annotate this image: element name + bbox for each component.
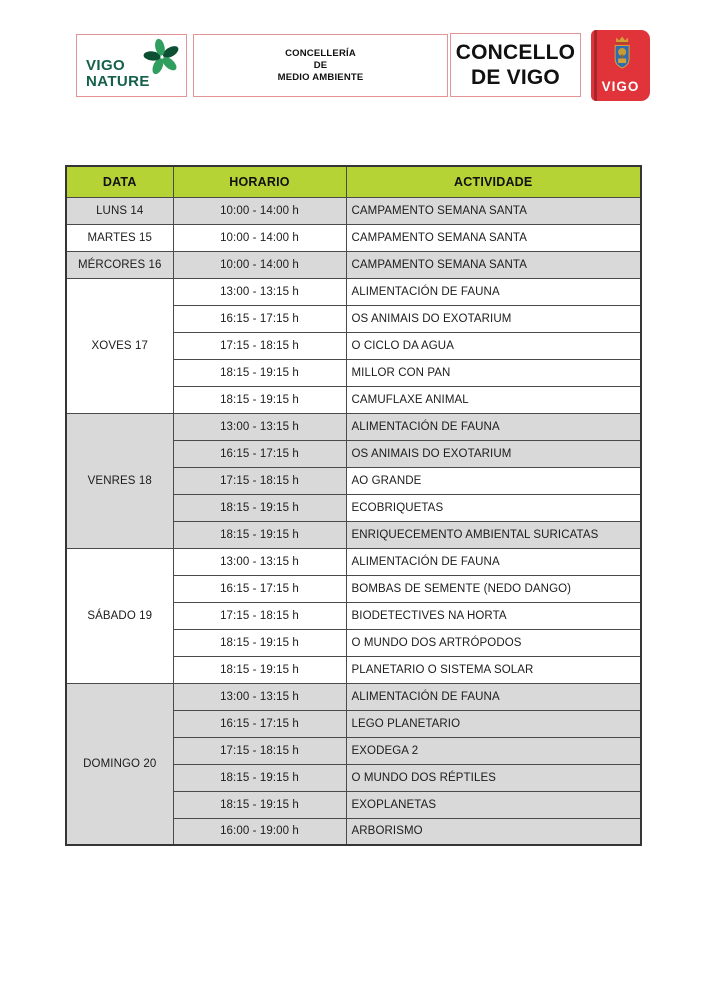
activity-cell: ALIMENTACIÓN DE FAUNA: [346, 278, 641, 305]
time-cell: 17:15 - 18:15 h: [173, 332, 346, 359]
activity-cell: ALIMENTACIÓN DE FAUNA: [346, 548, 641, 575]
activity-cell: AO GRANDE: [346, 467, 641, 494]
activity-cell: BIODETECTIVES NA HORTA: [346, 602, 641, 629]
table-row: [66, 251, 641, 278]
activity-cell: ALIMENTACIÓN DE FAUNA: [346, 683, 641, 710]
concelleria-line2: DE: [313, 59, 328, 71]
activity-cell: LEGO PLANETARIO: [346, 710, 641, 737]
table-row: [66, 224, 641, 251]
time-cell: 13:00 - 13:15 h: [173, 548, 346, 575]
date-cell: XOVES 17: [66, 278, 173, 413]
time-cell: 18:15 - 19:15 h: [173, 629, 346, 656]
time-cell: 13:00 - 13:15 h: [173, 683, 346, 710]
time-cell: 16:15 - 17:15 h: [173, 710, 346, 737]
schedule-table: [65, 165, 642, 846]
time-cell: 17:15 - 18:15 h: [173, 737, 346, 764]
time-cell: 18:15 - 19:15 h: [173, 359, 346, 386]
date-cell: MARTES 15: [66, 224, 173, 251]
time-cell: 18:15 - 19:15 h: [173, 656, 346, 683]
time-cell: 13:00 - 13:15 h: [173, 278, 346, 305]
table-row: [66, 413, 641, 440]
crest-label: VIGO: [601, 79, 640, 94]
time-cell: 16:15 - 17:15 h: [173, 305, 346, 332]
activity-cell: PLANETARIO O SISTEMA SOLAR: [346, 656, 641, 683]
vigo-nature-line2: NATURE: [86, 73, 150, 90]
activity-cell: CAMUFLAXE ANIMAL: [346, 386, 641, 413]
activity-cell: ALIMENTACIÓN DE FAUNA: [346, 413, 641, 440]
time-cell: 17:15 - 18:15 h: [173, 467, 346, 494]
activity-cell: ECOBRIQUETAS: [346, 494, 641, 521]
time-cell: 16:15 - 17:15 h: [173, 440, 346, 467]
column-header-data: DATA: [66, 166, 173, 197]
table-row: [66, 548, 641, 575]
table-header-row: [66, 166, 641, 197]
activity-cell: MILLOR CON PAN: [346, 359, 641, 386]
time-cell: 18:15 - 19:15 h: [173, 386, 346, 413]
time-cell: 16:15 - 17:15 h: [173, 575, 346, 602]
activity-cell: BOMBAS DE SEMENTE (NEDO DANGO): [346, 575, 641, 602]
date-cell: SÁBADO 19: [66, 548, 173, 683]
table-row: [66, 278, 641, 305]
activity-cell: O MUNDO DOS ARTRÓPODOS: [346, 629, 641, 656]
vigo-coat-of-arms-icon: [608, 35, 636, 73]
schedule-body: [66, 197, 641, 845]
time-cell: 10:00 - 14:00 h: [173, 251, 346, 278]
time-cell: 13:00 - 13:15 h: [173, 413, 346, 440]
activity-cell: ENRIQUECEMENTO AMBIENTAL SURICATAS: [346, 521, 641, 548]
time-cell: 16:00 - 19:00 h: [173, 818, 346, 845]
date-cell: VENRES 18: [66, 413, 173, 548]
concello-de-vigo-box: [450, 33, 581, 97]
activity-cell: CAMPAMENTO SEMANA SANTA: [346, 251, 641, 278]
schedule-table-container: [65, 165, 642, 846]
concello-line1: CONCELLO: [455, 41, 576, 64]
time-cell: 18:15 - 19:15 h: [173, 521, 346, 548]
vigo-nature-line1: VIGO: [86, 57, 126, 74]
time-cell: 18:15 - 19:15 h: [173, 764, 346, 791]
concelleria-line1: CONCELLERÍA: [285, 47, 356, 59]
vigo-crest-logo: [591, 30, 650, 101]
activity-cell: O CICLO DA AGUA: [346, 332, 641, 359]
date-cell: LUNS 14: [66, 197, 173, 224]
table-row: [66, 197, 641, 224]
vigo-nature-logo: [76, 34, 187, 97]
activity-cell: OS ANIMAIS DO EXOTARIUM: [346, 305, 641, 332]
date-cell: DOMINGO 20: [66, 683, 173, 845]
activity-cell: CAMPAMENTO SEMANA SANTA: [346, 224, 641, 251]
activity-cell: OS ANIMAIS DO EXOTARIUM: [346, 440, 641, 467]
table-row: [66, 683, 641, 710]
vigo-nature-wordmark: [86, 58, 150, 90]
time-cell: 18:15 - 19:15 h: [173, 791, 346, 818]
time-cell: 17:15 - 18:15 h: [173, 602, 346, 629]
date-cell: MÉRCORES 16: [66, 251, 173, 278]
concelleria-box: [193, 34, 448, 97]
concello-line2: DE VIGO: [471, 66, 560, 89]
activity-cell: CAMPAMENTO SEMANA SANTA: [346, 197, 641, 224]
activity-cell: ARBORISMO: [346, 818, 641, 845]
time-cell: 10:00 - 14:00 h: [173, 197, 346, 224]
time-cell: 18:15 - 19:15 h: [173, 494, 346, 521]
column-header-horario: HORARIO: [173, 166, 346, 197]
activity-cell: EXODEGA 2: [346, 737, 641, 764]
concelleria-line3: MEDIO AMBIENTE: [277, 71, 364, 83]
time-cell: 10:00 - 14:00 h: [173, 224, 346, 251]
column-header-actividade: ACTIVIDADE: [346, 166, 641, 197]
activity-cell: O MUNDO DOS RÉPTILES: [346, 764, 641, 791]
activity-cell: EXOPLANETAS: [346, 791, 641, 818]
